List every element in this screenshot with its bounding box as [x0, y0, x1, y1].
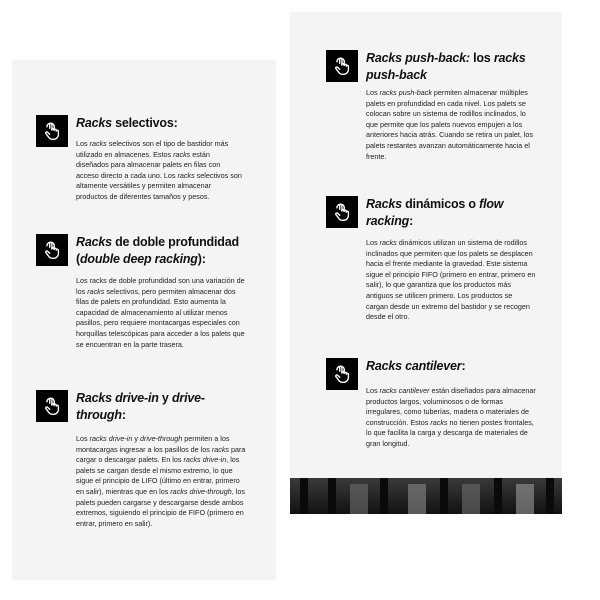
item-body: Los racks de doble profundidad son una variación de los racks selectivos, pero permiten almacenar dos filas de palets en profundidad. Esto aumenta la capacidad de almacenamiento al utilizar menos pasillos, pero requiere montacargas especiales con horquillas telescópicas para acceder a los palets que se encuentran en la parte trasera.: [76, 276, 245, 349]
tap-hand-icon: [326, 50, 358, 82]
item-body: Los racks drive-in y drive-through permiten a los montacargas ingresar a los pasillos de los racks para cargar o descargar palets. En los racks drive-in, los palets se cargan desde el mismo extremo, lo que sigue el principio de LIFO (último en entrar, primero en salir), mientras que en los racks drive-through, los palets pueden cargarse y descargarse desde ambos extremos, siguiendo el principio de FIFO (primero en entrar, primero en salir).: [76, 434, 246, 528]
item-title: Racks selectivos:: [76, 116, 178, 130]
right-column: [290, 12, 562, 514]
tap-hand-icon: [326, 358, 358, 390]
item-title: Racks de doble profundidad (double deep racking):: [76, 235, 239, 266]
tap-hand-icon: [326, 196, 358, 228]
item-body: Los racks selectivos son el tipo de bastidor más utilizado en almacenes. Estos racks están diseñados para almacenar palets en filas con acceso directo a cada uno. Los racks selectivos son altamente versátiles y permiten almacenar productos de diferentes tamaños y pesos.: [76, 139, 242, 201]
item-title: Racks drive-in y drive-through:: [76, 391, 205, 422]
item-title: Racks push-back: los racks push-back: [366, 51, 526, 82]
item-title: Racks dinámicos o flow racking:: [366, 197, 504, 228]
item-body: Los racks dinámicos utilizan un sistema de rodillos inclinados que permiten que los palets se desplacen hacia el frente mediante la gravedad. Este sistema sigue el principio FIFO (primero en entrar, primero en salir), lo que garantiza que los productos más antiguos se utilicen primero. Los productos se cargan desde un extremo del bastidor y se recogen desde el otro.: [366, 238, 536, 322]
item-body: Los racks push-back permiten almacenar múltiples palets en profundidad en cada nivel. Los palets se colocan sobre un sistema de rodillos inclinados, lo que permite que los palets nuevos empujen a los anteriores hacia atrás. Cuando se retira un palet, los palets restantes avanzan automáticamente hacia el frente.: [366, 88, 534, 161]
left-column: [12, 60, 276, 580]
tap-hand-icon: [36, 390, 68, 422]
tap-hand-icon: [36, 234, 68, 266]
item-body: Los racks cantilever están diseñados para almacenar productos largos, voluminosos o de formas irregulares, como tuberías, madera o materiales de construcción. Estos racks no tienen postes frontales, lo que facilita la carga y descarga de materiales de gran longitud.: [366, 386, 536, 448]
tap-hand-icon: [36, 115, 68, 147]
item-title: Racks cantilever:: [366, 359, 466, 373]
warehouse-racks-photo: [290, 478, 562, 514]
